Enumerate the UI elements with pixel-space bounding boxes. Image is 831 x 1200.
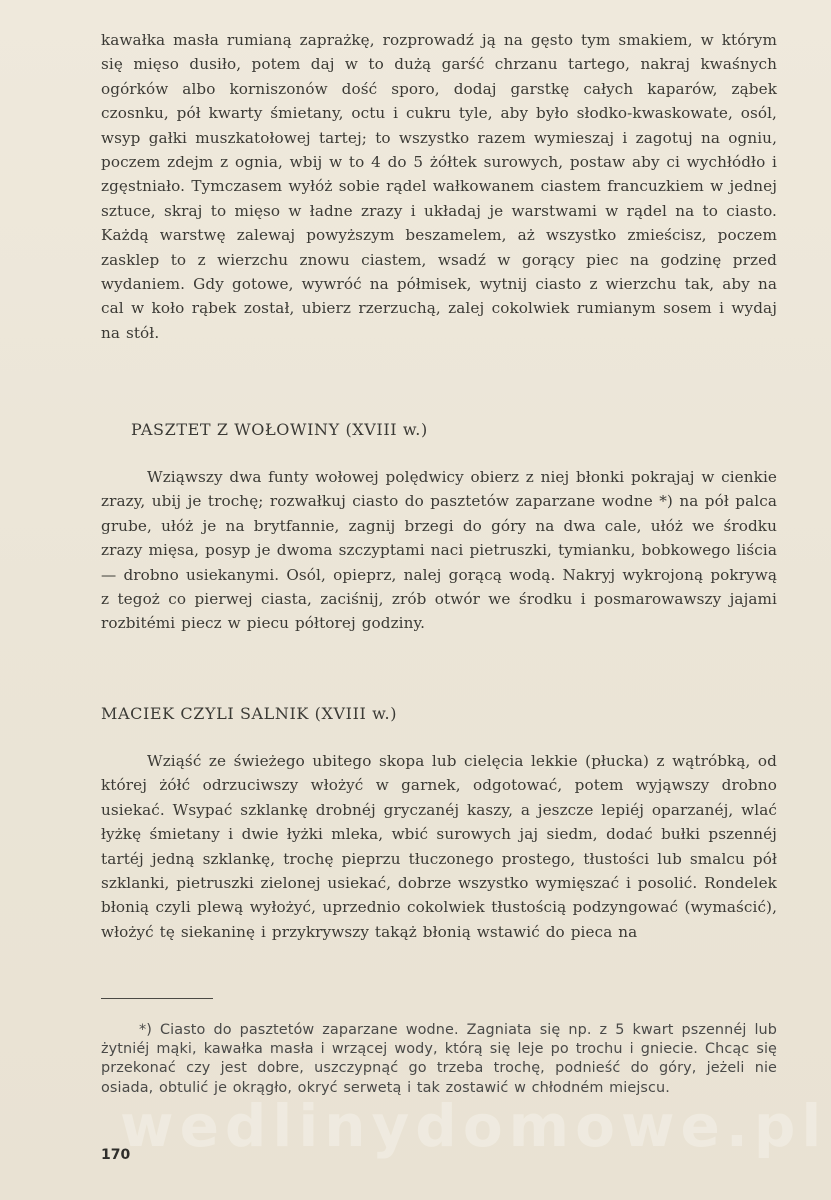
page-number: 170: [101, 1147, 131, 1163]
footnote: [101, 1021, 777, 1098]
recipe-text-pasztet: Wziąwszy dwa funty wołowej polędwicy obierz z niej błonki pokrajaj w cienkie zrazy, ubij je trochę; rozwałkuj ciasto do pasztetów zaparzane wodne *) na pół palca grube, ułóż je na brytfannie, zagnij brzegi do góry na dwa cale, ułóż we środku zrazy mięsa, posyp je dwoma szczyptami naci pietruszki, tymianku, bobkowego liścia — drobno usiekanymi. Osól, opieprz, nalej gorącą wodą. Nakryj wykrojoną pokrywą z tegoż co pierwej ciasta, zaciśnij, zrób otwór we środku i posmarowawszy jajami rozbitémi piecz w piecu półtorej godziny.: [101, 468, 777, 633]
intro-paragraph: kawałka masła rumianą zaprażkę, rozprowadź ją na gęsto tym smakiem, w którym się mięso dusiło, potem daj w to dużą garść chrzanu tartego, nakraj kwaśnych ogórków albo korniszonów dość sporo, dodaj garstkę całych kaparów, ząbek czosnku, pół kwarty śmietany, octu i cukru tyle, aby było słodko-kwaskowate, osól, wsyp gałki muszkatołowej tartej; to wszystko razem wymieszaj i zagotuj na ogniu, poczem zdejm z ognia, wbij w to 4 do 5 żółtek surowych, postaw aby ci wychłódło i zgęstniało. Tymczasem wyłóż sobie rądel wałkowanem ciastem francuzkiem w jednej sztuce, skraj to mięso w ładne zrazy i układaj je warstwami w rądel na to ciasto. Każdą warstwę zalewaj powyższym beszamelem, aż wszystko zmieścisz, poczem zasklep to z wierzchu znowu ciastem, wsadź w gorący piec na godzinę przed wydaniem. Gdy gotowe, wywróć na półmisek, wytnij ciasto z wierzchu tak, aby na cal w koło rąbek został, ubierz rzerzuchą, zalej cokolwiek rumianym sosem i wydaj na stół.: [101, 31, 777, 342]
recipe-title-maciek: MACIEK CZYLI SALNIK (XVIII w.): [101, 704, 398, 723]
footnote-text: *) Ciasto do pasztetów zaparzane wodne. Zagniata się np. z 5 kwart pszennéj lub żytniéj mąki, kawałka masła i wrzącej wody, którą się leje po trochu i gniecie. Chcąc się przekonać czy jest dobre, uszczypnąć go trzeba trochę, podnieść do góry, jeżeli nie osiada, obtulić je okrągło, okryć serwetą i tak zostawić w chłodném miejscu.: [101, 1022, 777, 1096]
footnote-divider: [101, 998, 213, 999]
watermark: wedlinydomowe.pl: [120, 1092, 828, 1160]
recipe-text-maciek: Wziąść ze świeżego ubitego skopa lub cielęcia lekkie (płucka) z wątróbką, od której żółć odrzuciwszy włożyć w garnek, odgotować, potem wyjąwszy drobno usiekać. Wsypać szklankę drobnéj gryczanéj kaszy, a jeszcze lepiéj oparzanéj, wlać łyżkę śmietany i dwie łyżki mleka, wbić surowych jaj siedm, dodać bułki pszennéj tartéj jedną szklankę, trochę pieprzu tłuczonego prostego, tłustości lub smalcu pół szklanki, pietruszki zielonej usiekać, dobrze wszystko wymięszać i posolić. Rondelek błonią czyli plewą wyłożyć, uprzednio cokolwiek tłustością podzyngować (wymaścić), włożyć tę siekaninę i przykrywszy takąż błonią wstawić do pieca na: [101, 752, 777, 941]
recipe-title-pasztet: PASZTET Z WOŁOWINY (XVIII w.): [131, 420, 428, 439]
